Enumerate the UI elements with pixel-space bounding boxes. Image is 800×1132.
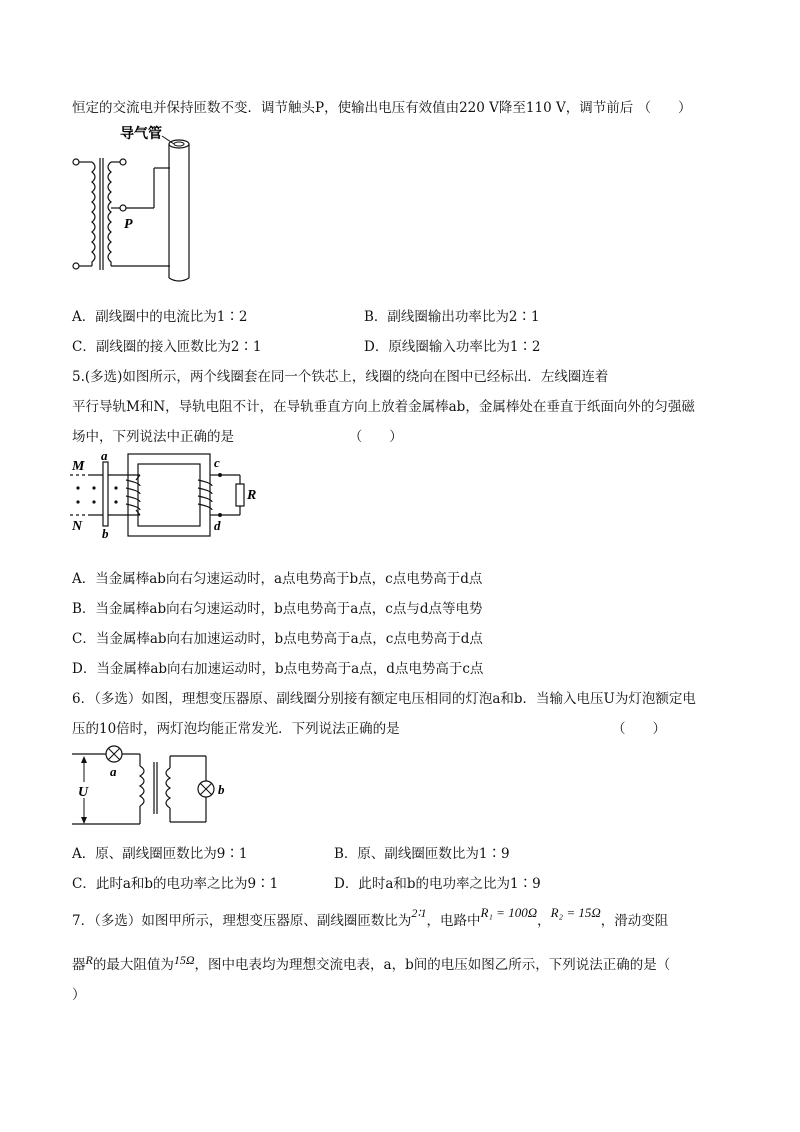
q7-text-part3: ，滑动变阻	[600, 913, 669, 929]
q5-stem-line3: 场中，下列说法中正确的是 （ ）	[72, 429, 403, 445]
q6-option-c[interactable]: C．此时a和b的电功率之比为9∶1	[72, 876, 279, 892]
q7-stem-line1	[72, 905, 669, 930]
q6-stem-line2: 压的10倍时，两灯泡均能正常发光．下列说法正确的是	[72, 721, 400, 737]
q4-autotransformer-figure	[66, 124, 216, 284]
q5-option-d[interactable]: D．当金属棒ab向右加速运动时，b点电势高于a点，d点电势高于c点	[72, 661, 484, 677]
q4-option-a[interactable]: A．副线圈中的电流比为1∶2	[72, 309, 248, 325]
q4-option-c[interactable]: C．副线圈的接入匝数比为2∶1	[72, 339, 262, 355]
q7-text-line2b: 的最大阻值为	[92, 957, 174, 973]
q7-turns-ratio: 2∶1	[411, 906, 427, 920]
q5-stem-line2: 平行导轨M和N，导轨电阻不计，在导轨垂直方向上放着金属棒ab，金属棒处在垂直于纸面向外的匀强磁	[72, 399, 695, 415]
rod-a-label: a	[101, 450, 108, 463]
q7-text-line2a: 器	[72, 957, 86, 973]
q6-transformer-lamps-figure	[70, 742, 240, 832]
tube-label: 导气管	[120, 127, 162, 142]
q5-option-c[interactable]: C．当金属棒ab向右加速运动时，b点电势高于a点，c点电势高于d点	[72, 631, 483, 647]
lamp-b-label: b	[218, 782, 225, 797]
q6-stem-line1: 6．（多选）如图，理想变压器原、副线圈分别接有额定电压相同的灯泡a和b．当输入电压U为灯泡额定电	[72, 691, 696, 707]
q7-rheostat-max: 15Ω	[173, 953, 195, 967]
q7-text-line2c: ，图中电表均为理想交流电表，a，b间的电压如图乙所示，下列说法正确的是（	[194, 957, 671, 973]
q7-stem-line2	[72, 953, 671, 974]
q6-option-d[interactable]: D．此时a和b的电功率之比为1∶9	[334, 876, 541, 892]
contact-p-label: P	[124, 217, 133, 232]
q7-stem-line3: ）	[72, 987, 86, 1003]
q4-option-b[interactable]: B．副线圈输出功率比为2∶1	[364, 309, 540, 325]
rail-n-label: N	[72, 519, 83, 534]
terminal-d-label: d	[214, 518, 221, 533]
q5-option-a[interactable]: A．当金属棒ab向右匀速运动时，a点电势高于b点，c点电势高于d点	[72, 571, 483, 587]
q5-stem-line1: 5.(多选)如图所示，两个线圈套在同一个铁芯上，线圈的绕向在图中已经标出．左线圈连着	[72, 369, 609, 385]
q7-r2-value: R₂ = 15Ω	[550, 905, 601, 920]
q5-rails-transformer-figure	[70, 450, 260, 542]
q4-intro: 恒定的交流电并保持匝数不变．调节触头P，使输出电压有效值由220 V降至110 V，调节前后 （ ）	[72, 100, 692, 116]
q6-option-a[interactable]: A．原、副线圈匝数比为9∶1	[72, 846, 248, 862]
q7-text-part2: ，电路中	[426, 913, 481, 929]
q7-r1-value: R₁ = 100Ω	[480, 905, 538, 920]
voltage-u-label: U	[78, 785, 89, 800]
q7-rheostat-symbol: R	[85, 953, 93, 967]
lamp-a-label: a	[110, 764, 117, 779]
q7-text-part1: 7．（多选）如图甲所示，理想变压器原、副线圈匝数比为	[72, 913, 412, 929]
resistor-r-label: R	[247, 488, 257, 503]
q6-option-b[interactable]: B．原、副线圈匝数比为1∶9	[334, 846, 510, 862]
rod-b-label: b	[102, 526, 109, 541]
q4-option-d[interactable]: D．原线圈输入功率比为1∶2	[364, 339, 541, 355]
terminal-c-label: c	[214, 455, 220, 470]
rail-m-label: M	[72, 459, 85, 474]
q6-answer-paren: （ ）	[612, 721, 666, 737]
q7-separator: ，	[537, 913, 551, 929]
q5-option-b[interactable]: B．当金属棒ab向右匀速运动时，b点电势高于a点，c点与d点等电势	[72, 601, 483, 617]
